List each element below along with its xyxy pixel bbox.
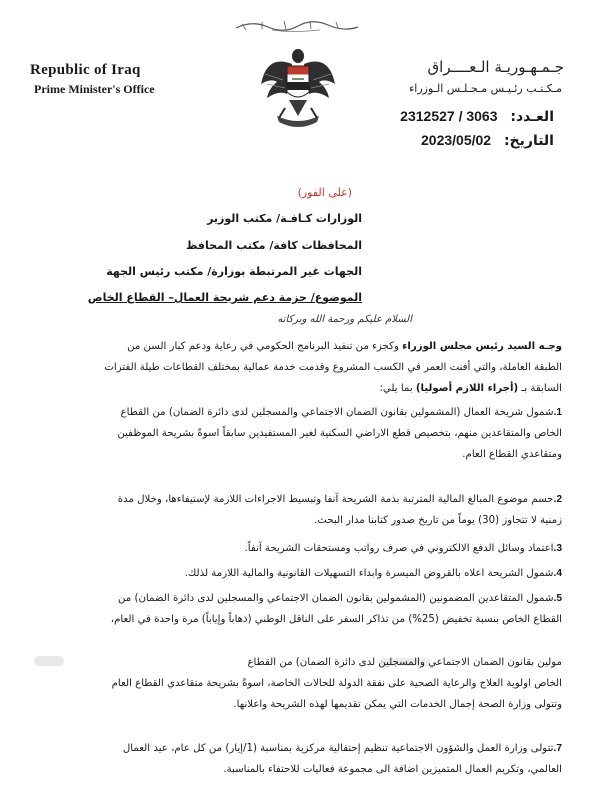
list-item-line: وتتولى وزارة الصحة إجمال الخدمات التي يمكن تقديمها لهذه الشريحة واعلانها. [233, 699, 562, 710]
intro-line-2: الطبقة العاملة، والتي أفنت العمر في الكسب المشروع وقدمت خدمة عمالية بمختلف القطاعات طيلة الفترات [104, 362, 562, 373]
reference-number [400, 108, 554, 125]
list-item-text: تتولى وزارة العمل والشؤون الاجتماعية تنظيم إحتفالية مركزية بمناسبة (1/إيار) من كل عام، عيد العمال [122, 743, 554, 754]
subject-line: الموضوع/ حزمة دعم شريحة العمال– القطاع الخاص [87, 291, 362, 304]
intro-paragraph [32, 336, 562, 399]
intro-bold: وجـه السيد رئيس مجلس الوزراء [402, 341, 562, 352]
list-item-number: 5. [553, 593, 562, 604]
list-item-text: اعتماد وسائل الدفع الالكتروني في صرف رواتب ومستحقات الشريحة آنفاً. [244, 543, 554, 554]
intro-line-1 [32, 336, 562, 357]
addressee-ministries: الوزارات كـافـة/ مكتب الوزير [207, 212, 362, 225]
header-ar-subtitle: مـكـتـب رئـيـس مـجـلـس الـوزراء [409, 82, 562, 95]
list-item-line: ومتقاعدي القطاع العام. [462, 449, 562, 460]
list-item [32, 563, 562, 584]
list-item-text: مولين بقانون الضمان الاجتماعي والمسجلين لدى دائرة الضمان) من القطاع [247, 657, 562, 668]
iraq-eagle-emblem-icon [257, 44, 339, 132]
list-item [32, 489, 562, 531]
intro-line-1-text: وكجزء من تنفيذ البرنامج الحكومي في رعاية ودعم كبار السن من [127, 341, 399, 352]
intro-line-3 [32, 378, 562, 399]
addressee-entities: الجهات غير المرتبطة بوزارة/ مكتب رئيس الجهة [106, 265, 362, 278]
list-item-text: حسم موضوع المبالغ المالية المترتبة بذمة الشريحة آنفا وتبسيط الاجراءات اللازمة لإستيفاءها، وخلال مدة [117, 494, 554, 505]
list-item-text: شمول المتقاعدين المضمونين (المشمولين بقانون الضمان الاجتماعي والمسجلين لدى دائرة الضمان) من [118, 593, 554, 604]
intro-line-3-pre: السابقة بـ [521, 383, 562, 394]
reference-date [421, 132, 554, 149]
list-item-number: 4. [553, 568, 562, 579]
list-item-line [32, 588, 562, 609]
list-item-line [32, 563, 562, 584]
list-item-line [32, 489, 562, 510]
greeting: السلام عليكم ورحمة الله وبركاته [277, 314, 412, 325]
reference-date-label: التاريخ: [503, 133, 554, 149]
list-item-line [32, 738, 562, 759]
list-item-number: 1. [553, 407, 562, 418]
list-item-text: شمول الشريحة اعلاه بالقروض الميسرة وابداء التسهيلات القانونية والمالية اللازمة لذلك. [184, 568, 554, 579]
intro-line-3-bold: (أجراء اللازم أصوليا) [415, 383, 519, 394]
list-item [32, 538, 562, 559]
list-item [32, 652, 562, 715]
header-ar-title: جـمـهـوريـة الـعــــراق [427, 58, 564, 76]
addressee-governorates: المحافظات كافة/ مكتب المحافظ [186, 239, 362, 252]
list-item-line [32, 652, 562, 673]
list-item-text: شمول شريحة العمال (المشمولين بقانون الضمان الاجتماعي والمسجلين لدى دائرة الضمان) من القطاع [120, 407, 554, 418]
list-item-number: 2. [553, 494, 562, 505]
reference-number-value: 2312527 / 3063 [400, 108, 498, 124]
basmala-calligraphy [232, 16, 362, 34]
urgent-marker: (على الفور) [297, 186, 352, 199]
reference-number-label: العـدد: [510, 109, 554, 125]
reference-date-value: 2023/05/02 [421, 132, 492, 148]
list-item-line [32, 402, 562, 423]
list-item-line [32, 538, 562, 559]
header-en-title: Republic of Iraq [30, 62, 141, 78]
list-item-line: زمنية لا تتجاوز (30) يوماً من تاريخ صدور كتابنا مدار البحث. [314, 515, 562, 526]
list-item-number: 7. [553, 743, 562, 754]
list-item-line: الخاص والمتقاعدين منهم، بتخصيص قطع الاراضي السكنية لغير المستفيدين سابقاً اسوةً بشريحة الموظفين [117, 428, 562, 439]
list-item [32, 738, 562, 780]
list-item-number: 3. [553, 543, 562, 554]
list-item [32, 402, 562, 465]
intro-line-3-post: بما يلي: [379, 383, 413, 394]
list-item-line: العالمي، وتكريم العمال المتميزين اضافة الى مجموعة فعاليات للاحتفاء بالمناسبة. [223, 764, 562, 775]
list-item [32, 588, 562, 630]
list-item-line: الخاص اولوية العلاج والرعاية الصحية على نفقة الدولة للحالات الخاصة، اسوةً بشريحة متقاعدي القطاع العام [111, 678, 562, 689]
header-en-subtitle: Prime Minister's Office [34, 82, 155, 96]
list-item-line: القطاع الخاص بنسبة تخفيض (25%) من تذاكر السفر على الناقل الوطني (ذهاباً وإياباً) مرة واحدة في العام، [110, 614, 562, 625]
